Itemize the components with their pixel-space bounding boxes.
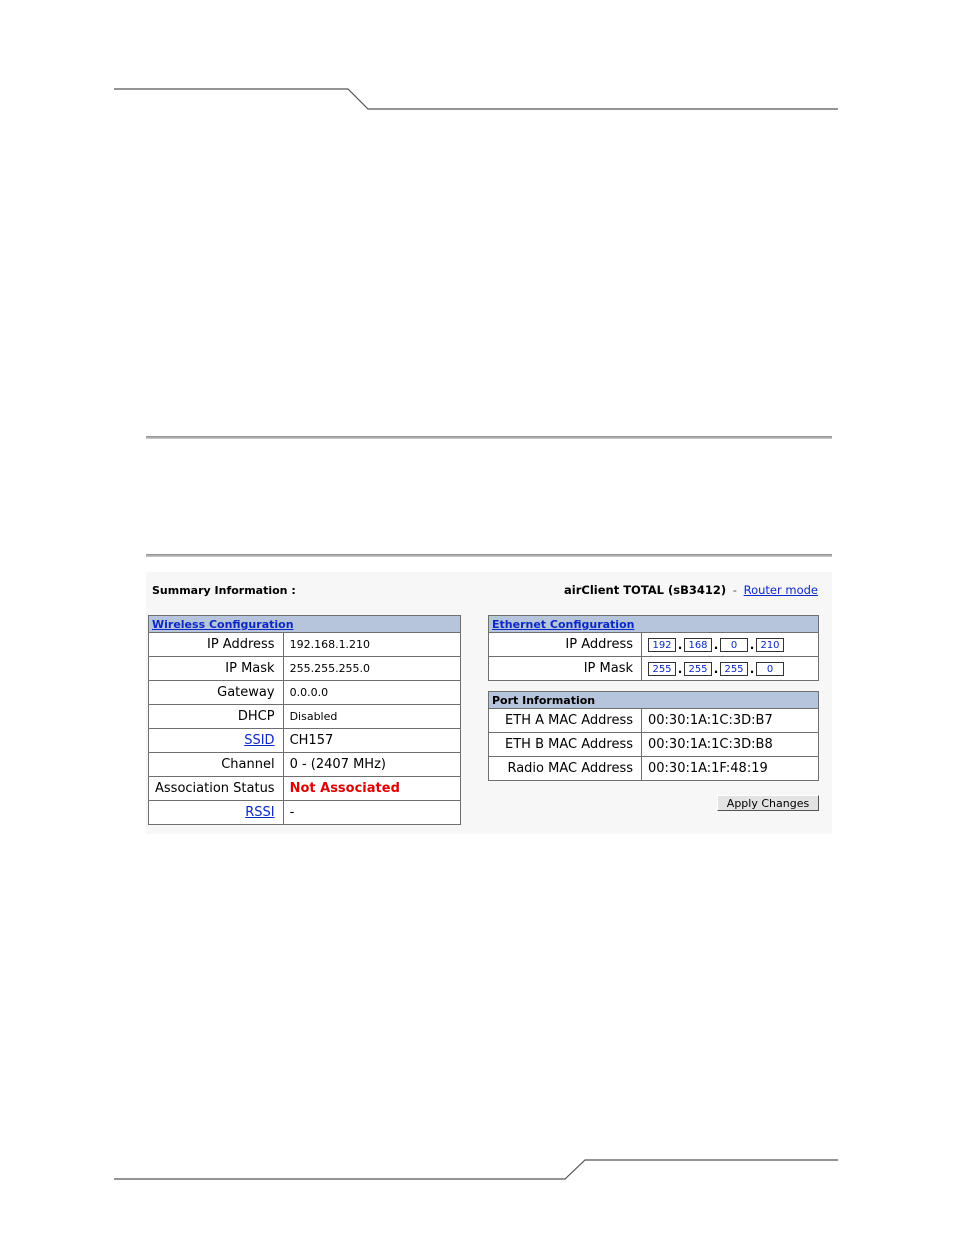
eth-b-mac-value: 00:30:1A:1C:3D:B8 [642,733,819,757]
row-label: IP Address [489,633,642,657]
row-label: ETH B MAC Address [489,733,642,757]
table-row [149,657,461,681]
ssid-link[interactable]: SSID [244,733,275,748]
octet-separator: . [677,662,683,677]
ethernet-config-link[interactable]: Ethernet Configuration [492,617,635,631]
table-header [149,616,461,633]
rssi-value: - [283,801,460,825]
section-divider-top [146,436,832,439]
wireless-config-link[interactable]: Wireless Configuration [152,617,294,631]
octet-separator: . [749,662,755,677]
mask-octet-2-input[interactable] [684,662,712,676]
product-name: airClient TOTAL (sB3412) [564,583,727,597]
octet-separator: . [677,638,683,653]
table-header [489,616,819,633]
ethernet-mask-input-group [648,662,784,676]
table-row [149,633,461,657]
product-info [564,583,818,597]
wireless-config-table [148,615,461,825]
apply-changes-button[interactable]: Apply Changes [717,795,819,811]
table-row [489,757,819,781]
association-status-value: Not Associated [283,777,460,801]
row-label: DHCP [149,705,284,729]
eth-a-mac-value: 00:30:1A:1C:3D:B7 [642,709,819,733]
header-rule [114,89,838,109]
port-info-title: Port Information [489,692,819,709]
octet-separator: . [713,662,719,677]
octet-separator: . [749,638,755,653]
row-label: Association Status [149,777,284,801]
ip-octet-3-input[interactable] [720,638,748,652]
table-row [149,777,461,801]
table-row [149,729,461,753]
table-row [489,709,819,733]
wireless-mask-value: 255.255.255.0 [283,657,460,681]
table-row [489,633,819,657]
row-label: IP Address [149,633,284,657]
row-label: Radio MAC Address [489,757,642,781]
product-separator: - [732,583,737,597]
ip-octet-2-input[interactable] [684,638,712,652]
footer-rule [114,1160,838,1179]
summary-title: Summary Information : [152,584,296,597]
channel-value: 0 - (2407 MHz) [283,753,460,777]
section-divider-bottom [146,554,832,557]
summary-panel [146,572,832,834]
mask-octet-3-input[interactable] [720,662,748,676]
table-row [149,753,461,777]
gateway-value: 0.0.0.0 [283,681,460,705]
dhcp-value: Disabled [283,705,460,729]
wireless-ip-value: 192.168.1.210 [283,633,460,657]
port-info-table [488,691,819,781]
ssid-value: CH157 [283,729,460,753]
octet-separator: . [713,638,719,653]
table-row [489,657,819,681]
row-label: Channel [149,753,284,777]
mask-octet-1-input[interactable] [648,662,676,676]
table-row [489,733,819,757]
rssi-link[interactable]: RSSI [245,805,275,820]
ip-octet-1-input[interactable] [648,638,676,652]
ip-octet-4-input[interactable] [756,638,784,652]
table-row [149,705,461,729]
ethernet-config-table [488,615,819,681]
row-label: ETH A MAC Address [489,709,642,733]
row-label: IP Mask [489,657,642,681]
router-mode-link[interactable]: Router mode [743,583,818,597]
table-header [489,692,819,709]
table-row [149,801,461,825]
table-row [149,681,461,705]
row-label: Gateway [149,681,284,705]
radio-mac-value: 00:30:1A:1F:48:19 [642,757,819,781]
ethernet-ip-input-group [648,638,784,652]
row-label: IP Mask [149,657,284,681]
mask-octet-4-input[interactable] [756,662,784,676]
